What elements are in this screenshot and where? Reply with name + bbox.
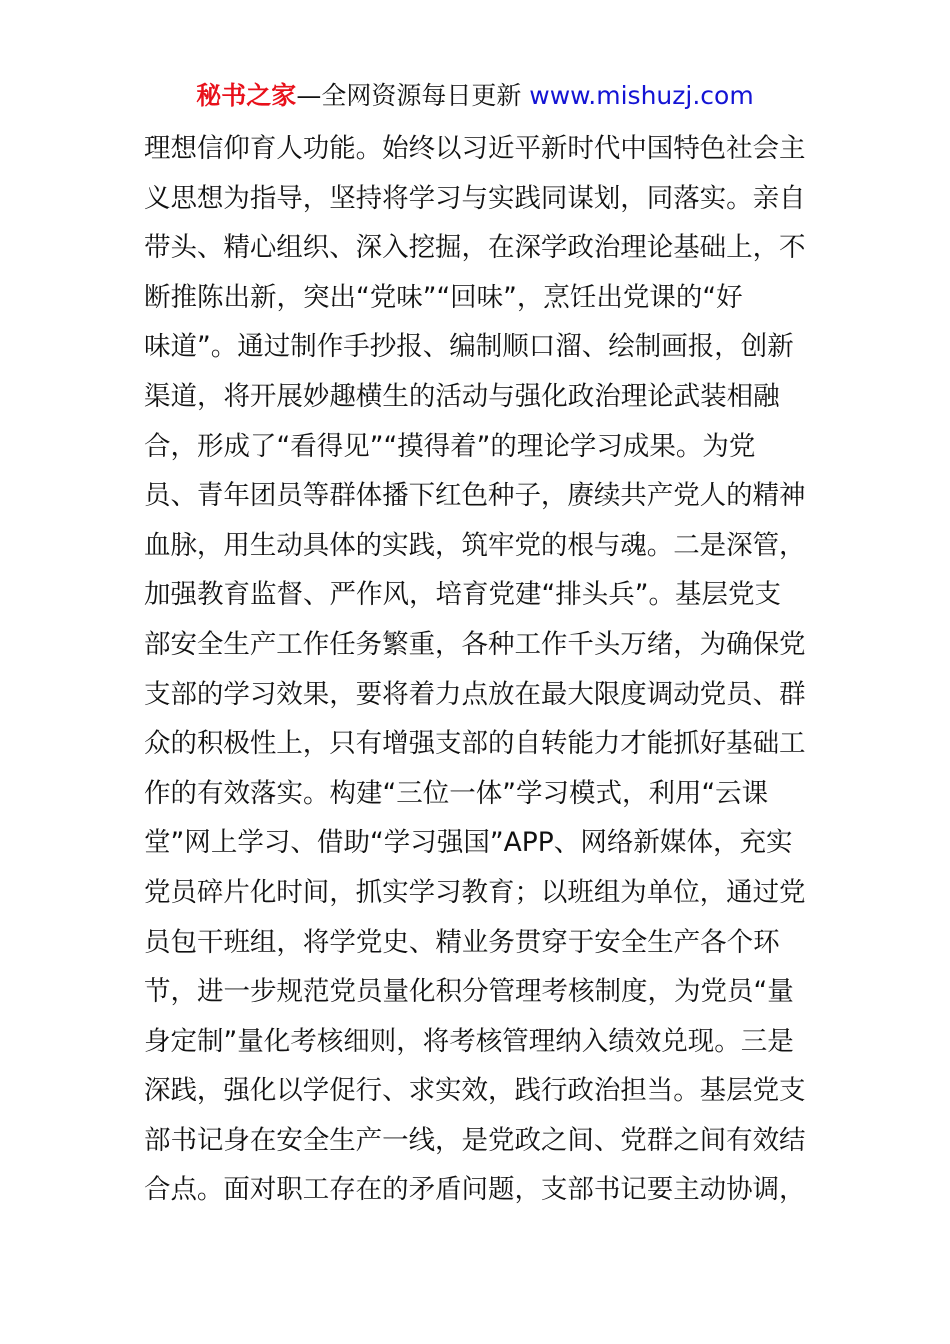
text-line: 员、青年团员等群体播下红色种子，赓续共产党人的精神 <box>144 480 806 512</box>
brand-name: 秘书之家 <box>196 81 297 110</box>
text-line: 支部的学习效果，要将着力点放在最大限度调动党员、群 <box>144 678 806 710</box>
text-line: 渠道，将开展妙趣横生的活动与强化政治理论武装相融 <box>144 380 780 412</box>
text-line: 众的积极性上，只有增强支部的自转能力才能抓好基础工 <box>144 728 806 760</box>
text-line: 带头、精心组织、深入挖掘，在深学政治理论基础上，不 <box>144 232 806 264</box>
text-line: 加强教育监督、严作风，培育党建“排头兵”。基层党支 <box>144 579 781 611</box>
text-line: 身定制”量化考核细则，将考核管理纳入绩效兑现。三是 <box>144 1025 794 1057</box>
text-line: 义思想为指导，坚持将学习与实践同谋划，同落实。亲自 <box>144 182 806 214</box>
text-line: 堂”网上学习、借助“学习强国”APP、网络新媒体，充实 <box>144 827 793 859</box>
text-line: 理想信仰育人功能。始终以习近平新时代中国特色社会主 <box>144 133 806 164</box>
text-line: 部安全生产工作任务繁重，各种工作千头万绪，为确保党 <box>144 628 806 660</box>
text-line: 合点。面对职工存在的矛盾问题，支部书记要主动协调， <box>144 1174 806 1206</box>
text-line: 血脉，用生动具体的实践，筑牢党的根与魂。二是深管， <box>144 529 806 561</box>
text-line: 员包干班组，将学党史、精业务贯穿于安全生产各个环 <box>144 926 780 958</box>
page-header <box>0 80 950 112</box>
text-line: 部书记身在安全生产一线，是党政之间、党群之间有效结 <box>144 1124 806 1156</box>
text-line: 味道”。通过制作手抄报、编制顺口溜、绘制画报，创新 <box>144 331 794 363</box>
text-line: 深践，强化以学促行、求实效，践行政治担当。基层党支 <box>144 1075 806 1107</box>
body-paragraph <box>144 124 816 1215</box>
text-line: 节，进一步规范党员量化积分管理考核制度，为党员“量 <box>144 976 794 1008</box>
header-tagline: —全网资源每日更新 <box>296 81 530 110</box>
text-line: 断推陈出新，突出“党味”“回味”，烹饪出党课的“好 <box>144 281 743 313</box>
text-line: 合，形成了“看得见”“摸得着”的理论学习成果。为党 <box>144 430 756 462</box>
site-url-link[interactable]: www.mishuzj.com <box>529 81 754 110</box>
text-line: 作的有效落实。构建“三位一体”学习模式，利用“云课 <box>144 777 769 809</box>
text-line: 党员碎片化时间，抓实学习教育；以班组为单位，通过党 <box>144 876 806 908</box>
